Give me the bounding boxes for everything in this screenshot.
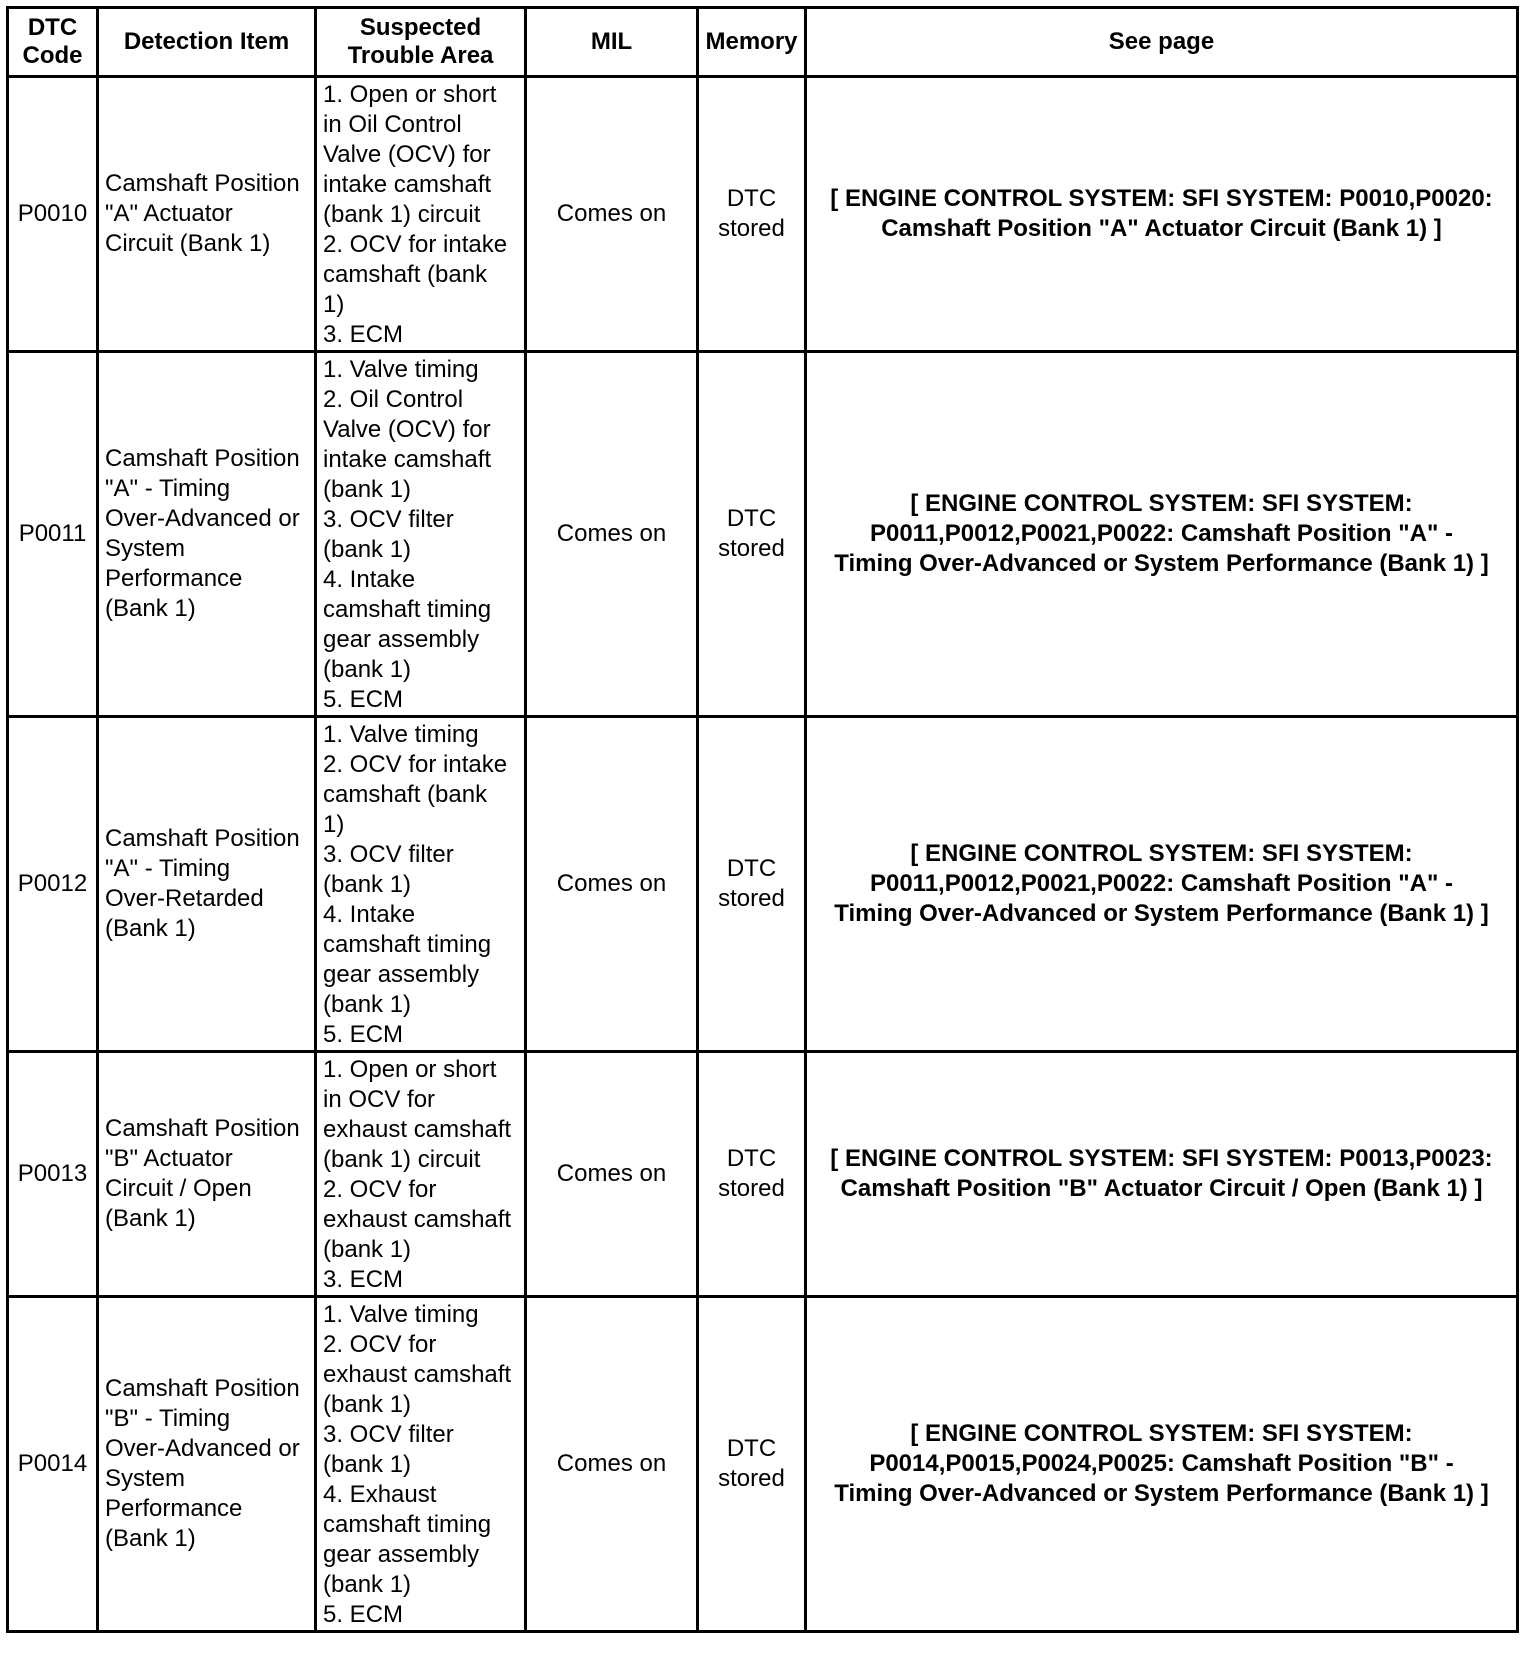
detection-item-line: System xyxy=(105,1465,186,1492)
suspected-trouble-line: 1. Open or short xyxy=(323,1056,497,1083)
suspected-trouble-line: (bank 1) xyxy=(323,1571,412,1598)
suspected-trouble-line: 1. Valve timing xyxy=(323,721,479,748)
see-page-link[interactable] xyxy=(806,352,1518,717)
dtc-code-cell xyxy=(8,1052,98,1297)
memory-cell xyxy=(698,717,806,1052)
suspected-trouble-line: 2. Oil Control xyxy=(323,386,464,413)
memory-line: stored xyxy=(718,885,785,912)
suspected-trouble-area-cell xyxy=(316,77,526,352)
see-page-line: Timing Over-Advanced or System Performance (Bank 1) ] xyxy=(834,1480,1489,1507)
suspected-trouble-line: (bank 1) xyxy=(323,536,412,563)
suspected-trouble-line: 3. OCV filter xyxy=(323,1421,454,1448)
see-page-line: [ ENGINE CONTROL SYSTEM: SFI SYSTEM: P0010,P0020: xyxy=(830,185,1493,212)
suspected-trouble-line: 5. ECM xyxy=(323,1601,404,1628)
suspected-trouble-line: 4. Exhaust xyxy=(323,1481,437,1508)
see-page-line: Timing Over-Advanced or System Performance (Bank 1) ] xyxy=(834,550,1489,577)
see-page-line: [ ENGINE CONTROL SYSTEM: SFI SYSTEM: xyxy=(910,490,1413,517)
suspected-trouble-area-cell xyxy=(316,717,526,1052)
suspected-trouble-line: 2. OCV for intake xyxy=(323,751,508,778)
header-suspected-trouble-area: Suspected Trouble Area xyxy=(316,8,526,77)
table-row xyxy=(8,1052,1518,1297)
memory-cell xyxy=(698,1297,806,1632)
dtc-table xyxy=(6,6,1519,1633)
mil-cell xyxy=(526,1052,698,1297)
suspected-trouble-line: 3. OCV filter xyxy=(323,841,454,868)
detection-item-cell xyxy=(98,717,316,1052)
see-page-line: [ ENGINE CONTROL SYSTEM: SFI SYSTEM: xyxy=(910,840,1413,867)
detection-item-line: "B" Actuator xyxy=(105,1145,233,1172)
suspected-trouble-line: camshaft timing xyxy=(323,931,492,958)
detection-item-line: (Bank 1) xyxy=(105,1525,196,1552)
memory-line: stored xyxy=(718,535,785,562)
detection-item-line: Over-Advanced or xyxy=(105,505,300,532)
suspected-trouble-line: 4. Intake xyxy=(323,901,416,928)
see-page-line: Camshaft Position "B" Actuator Circuit / Open (Bank 1) ] xyxy=(840,1175,1483,1202)
detection-item-line: "A" Actuator xyxy=(105,200,233,227)
suspected-trouble-line: 1) xyxy=(323,291,345,318)
suspected-trouble-line: Valve (OCV) for xyxy=(323,416,491,443)
see-page-link[interactable] xyxy=(806,1297,1518,1632)
mil-status: Comes on xyxy=(556,870,667,897)
detection-item-line: Circuit / Open xyxy=(105,1175,252,1202)
suspected-trouble-line: intake camshaft xyxy=(323,446,492,473)
suspected-trouble-line: (bank 1) xyxy=(323,1236,412,1263)
dtc-code-cell xyxy=(8,77,98,352)
memory-line: DTC xyxy=(726,1145,777,1172)
table-row xyxy=(8,1297,1518,1632)
dtc-code-cell xyxy=(8,1297,98,1632)
suspected-trouble-line: 3. OCV filter xyxy=(323,506,454,533)
detection-item-line: Camshaft Position xyxy=(105,445,300,472)
suspected-trouble-line: 2. OCV for xyxy=(323,1331,437,1358)
suspected-trouble-line: 1) xyxy=(323,811,345,838)
memory-line: DTC xyxy=(726,505,777,532)
detection-item-line: Camshaft Position xyxy=(105,825,300,852)
suspected-trouble-line: 3. ECM xyxy=(323,1266,404,1293)
memory-line: stored xyxy=(718,1465,785,1492)
dtc-code: P0010 xyxy=(17,200,88,227)
table-row xyxy=(8,717,1518,1052)
dtc-code: P0013 xyxy=(17,1160,88,1187)
detection-item-cell xyxy=(98,1052,316,1297)
detection-item-line: Circuit (Bank 1) xyxy=(105,230,271,257)
detection-item-line: (Bank 1) xyxy=(105,915,196,942)
mil-status: Comes on xyxy=(556,200,667,227)
dtc-code: P0011 xyxy=(18,520,87,547)
detection-item-line: Over-Advanced or xyxy=(105,1435,300,1462)
see-page-link[interactable] xyxy=(806,77,1518,352)
detection-item-cell xyxy=(98,1297,316,1632)
suspected-trouble-line: (bank 1) xyxy=(323,1391,412,1418)
dtc-code: P0014 xyxy=(17,1450,88,1477)
detection-item-cell xyxy=(98,77,316,352)
suspected-trouble-line: (bank 1) xyxy=(323,991,412,1018)
detection-item-line: "A" - Timing xyxy=(105,475,231,502)
memory-line: stored xyxy=(718,215,785,242)
suspected-trouble-line: (bank 1) xyxy=(323,656,412,683)
detection-item-line: (Bank 1) xyxy=(105,595,196,622)
suspected-trouble-line: (bank 1) xyxy=(323,871,412,898)
suspected-trouble-line: 4. Intake xyxy=(323,566,416,593)
see-page-line: P0014,P0015,P0024,P0025: Camshaft Position "B" - xyxy=(869,1450,1454,1477)
header-mil: MIL xyxy=(526,8,698,77)
mil-cell xyxy=(526,77,698,352)
see-page-line: Timing Over-Advanced or System Performance (Bank 1) ] xyxy=(834,900,1489,927)
dtc-code-cell xyxy=(8,717,98,1052)
detection-item-line: Camshaft Position xyxy=(105,170,300,197)
suspected-trouble-line: 3. ECM xyxy=(323,321,404,348)
suspected-trouble-line: 1. Open or short xyxy=(323,81,497,108)
see-page-line: [ ENGINE CONTROL SYSTEM: SFI SYSTEM: xyxy=(910,1420,1413,1447)
detection-item-cell xyxy=(98,352,316,717)
table-row xyxy=(8,77,1518,352)
suspected-trouble-line: exhaust camshaft xyxy=(323,1361,512,1388)
header-see-page: See page xyxy=(806,8,1518,77)
mil-status: Comes on xyxy=(556,1450,667,1477)
mil-cell xyxy=(526,717,698,1052)
suspected-trouble-line: 2. OCV for intake xyxy=(323,231,508,258)
suspected-trouble-line: intake camshaft xyxy=(323,171,492,198)
detection-item-line: Over-Retarded xyxy=(105,885,264,912)
detection-item-line: Camshaft Position xyxy=(105,1115,300,1142)
detection-item-line: System xyxy=(105,535,186,562)
suspected-trouble-line: camshaft timing xyxy=(323,1511,492,1538)
suspected-trouble-line: in OCV for xyxy=(323,1086,436,1113)
suspected-trouble-line: gear assembly xyxy=(323,626,480,653)
memory-cell xyxy=(698,1052,806,1297)
see-page-link[interactable] xyxy=(806,717,1518,1052)
memory-line: DTC xyxy=(726,1435,777,1462)
see-page-link[interactable] xyxy=(806,1052,1518,1297)
suspected-trouble-line: camshaft (bank xyxy=(323,781,488,808)
detection-item-line: "B" - Timing xyxy=(105,1405,231,1432)
suspected-trouble-line: gear assembly xyxy=(323,1541,480,1568)
suspected-trouble-area-cell xyxy=(316,352,526,717)
dtc-code-cell xyxy=(8,352,98,717)
suspected-trouble-area-cell xyxy=(316,1052,526,1297)
see-page-line: P0011,P0012,P0021,P0022: Camshaft Position "A" - xyxy=(869,520,1454,547)
suspected-trouble-area-cell xyxy=(316,1297,526,1632)
see-page-line: P0011,P0012,P0021,P0022: Camshaft Position "A" - xyxy=(869,870,1454,897)
suspected-trouble-line: gear assembly xyxy=(323,961,480,988)
detection-item-line: "A" - Timing xyxy=(105,855,231,882)
suspected-trouble-line: 2. OCV for xyxy=(323,1176,437,1203)
see-page-line: [ ENGINE CONTROL SYSTEM: SFI SYSTEM: P0013,P0023: xyxy=(830,1145,1493,1172)
suspected-trouble-line: camshaft (bank xyxy=(323,261,488,288)
suspected-trouble-line: Valve (OCV) for xyxy=(323,141,491,168)
dtc-code: P0012 xyxy=(17,870,88,897)
suspected-trouble-line: 5. ECM xyxy=(323,1021,404,1048)
table-row xyxy=(8,352,1518,717)
memory-cell xyxy=(698,352,806,717)
suspected-trouble-line: 5. ECM xyxy=(323,686,404,713)
detection-item-line: Performance xyxy=(105,565,243,592)
suspected-trouble-line: exhaust camshaft xyxy=(323,1116,512,1143)
suspected-trouble-line: (bank 1) xyxy=(323,1451,412,1478)
suspected-trouble-line: exhaust camshaft xyxy=(323,1206,512,1233)
suspected-trouble-line: 1. Valve timing xyxy=(323,1301,479,1328)
mil-cell xyxy=(526,352,698,717)
memory-line: stored xyxy=(718,1175,785,1202)
header-row xyxy=(8,8,1518,77)
suspected-trouble-line: in Oil Control xyxy=(323,111,462,138)
mil-cell xyxy=(526,1297,698,1632)
memory-line: DTC xyxy=(726,185,777,212)
dtc-table-container xyxy=(6,6,1519,1633)
suspected-trouble-line: (bank 1) circuit xyxy=(323,1146,481,1173)
suspected-trouble-line: camshaft timing xyxy=(323,596,492,623)
header-memory: Memory xyxy=(698,8,806,77)
mil-status: Comes on xyxy=(556,520,667,547)
see-page-line: Camshaft Position "A" Actuator Circuit (Bank 1) ] xyxy=(881,215,1442,242)
detection-item-line: (Bank 1) xyxy=(105,1205,196,1232)
suspected-trouble-line: (bank 1) xyxy=(323,476,412,503)
header-dtc-code: DTC Code xyxy=(8,8,98,77)
suspected-trouble-line: (bank 1) circuit xyxy=(323,201,481,228)
header-detection-item: Detection Item xyxy=(98,8,316,77)
suspected-trouble-line: 1. Valve timing xyxy=(323,356,479,383)
detection-item-line: Camshaft Position xyxy=(105,1375,300,1402)
memory-line: DTC xyxy=(726,855,777,882)
memory-cell xyxy=(698,77,806,352)
mil-status: Comes on xyxy=(556,1160,667,1187)
detection-item-line: Performance xyxy=(105,1495,243,1522)
